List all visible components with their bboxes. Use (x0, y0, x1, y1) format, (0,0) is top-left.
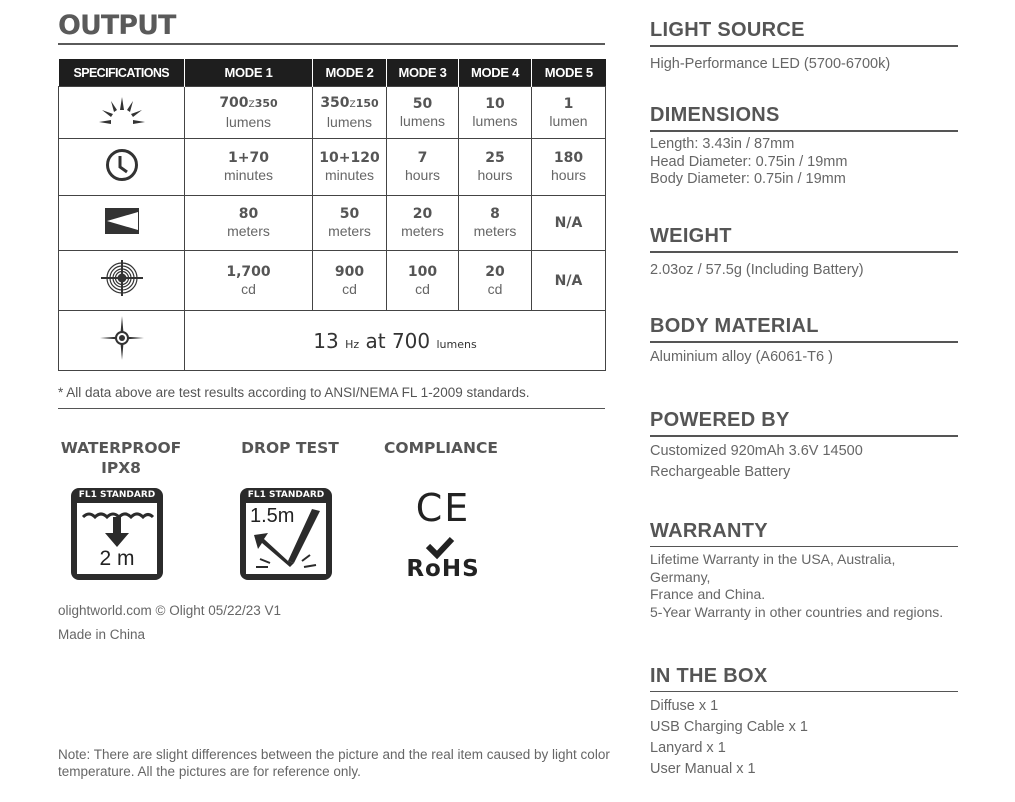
table-row-runtime (59, 139, 606, 196)
unit: meters (473, 223, 517, 239)
value: 900 (334, 263, 365, 280)
in-the-box-section (650, 665, 958, 780)
runtime-mode-4 (459, 139, 532, 196)
unit: lumen (549, 112, 588, 129)
warranty-line: Lifetime Warranty in the USA, Australia, Germany, (650, 551, 896, 585)
unit: hours (404, 167, 441, 183)
unit: lumens (225, 113, 272, 130)
value: 80 (238, 206, 259, 222)
header-mode-4: MODE 4 (459, 59, 532, 87)
sun-brightness-icon (97, 95, 147, 125)
strobe-at-lumens: at 700 (365, 328, 431, 353)
unit: meters (401, 223, 444, 239)
dimensions-section (650, 104, 958, 189)
beam-distance-icon (104, 207, 140, 235)
strobe-frequency: 13 (313, 328, 339, 353)
value: 10+120 (319, 150, 380, 166)
intensity-mode-3 (387, 251, 459, 311)
compliance-title: COMPLIANCE (384, 439, 498, 457)
target-intensity-icon (100, 259, 144, 297)
copyright: olightworld.com © Olight 05/22/23 V1 (58, 603, 282, 618)
output-title: OUTPUT (58, 10, 176, 41)
header-mode-5: MODE 5 (532, 59, 606, 87)
runtime-mode-1 (185, 139, 313, 196)
section-title: DIMENSIONS (650, 104, 780, 126)
section-title: WARRANTY (650, 520, 768, 542)
step-down-value: 150 (355, 96, 379, 110)
unit: minutes (223, 167, 274, 183)
value: 350 (320, 94, 350, 111)
value: 100 (407, 263, 438, 280)
table-row-strobe (59, 311, 606, 371)
brightness-mode-3 (387, 87, 459, 139)
unit: lumens (472, 112, 518, 129)
waterproof-label: WATERPROOF (60, 439, 182, 457)
unit: cd (487, 280, 503, 297)
runtime-mode-5 (532, 139, 606, 196)
unit: hours (550, 167, 587, 183)
fl1-standard-label: FL1 STANDARD (247, 490, 325, 500)
warranty-section (650, 520, 958, 621)
weight-text: 2.03oz / 57.5g (Including Battery) (650, 262, 864, 278)
section-title: WEIGHT (650, 225, 732, 247)
distance-mode-4 (459, 196, 532, 251)
value: 7 (417, 150, 428, 166)
battery-type-line: Rechargeable Battery (650, 464, 791, 480)
distance-mode-5 (532, 196, 606, 251)
header-specifications: SPECIFICATIONS (59, 59, 185, 87)
waterproof-rating: IPX8 (101, 459, 141, 477)
unit: cd (415, 280, 430, 297)
drop-height-label: 1.5m (250, 505, 295, 527)
distance-mode-1 (185, 196, 313, 251)
value: 20 (412, 206, 433, 222)
light-source-text: High-Performance LED (5700-6700k) (650, 56, 891, 72)
unit: cd (342, 280, 357, 297)
length-line: Length: 3.43in / 87mm (650, 136, 795, 152)
section-title: IN THE BOX (650, 665, 768, 687)
waterproof-badge (71, 488, 163, 580)
strobe-frequency-unit: Hz (345, 337, 360, 351)
beam-distance-icon-cell (59, 196, 185, 251)
intensity-mode-4 (459, 251, 532, 311)
value: 1,700 (226, 263, 271, 280)
brightness-mode-5 (532, 87, 606, 139)
color-note: Note: There are slight differences between the picture and the real item caused by light color temperature. All the pictures are for reference only. (58, 747, 610, 779)
value: 700 (219, 94, 249, 111)
brightness-mode-4 (459, 87, 532, 139)
made-in: Made in China (58, 627, 146, 642)
water-depth-icon (77, 503, 157, 551)
intensity-icon-cell (59, 251, 185, 311)
brightness-mode-2 (313, 87, 387, 139)
section-title: LIGHT SOURCE (650, 19, 805, 41)
clock-runtime-icon (104, 147, 140, 183)
drop-test-title: DROP TEST (241, 439, 339, 457)
powered-by-section (650, 409, 958, 483)
warranty-line: France and China. (650, 586, 766, 602)
table-row-beam-distance (59, 196, 606, 251)
table-row-intensity (59, 251, 606, 311)
unit: meters (328, 223, 371, 239)
value: 8 (490, 206, 500, 222)
step-down-mark: Z (248, 99, 255, 110)
ce-mark: CE (415, 486, 471, 530)
box-item: Lanyard x 1 (650, 740, 726, 756)
step-down-mark: Z (349, 99, 356, 110)
box-item: User Manual x 1 (650, 761, 756, 777)
body-material-section (650, 315, 958, 368)
weight-section (650, 225, 958, 281)
drop-test-badge (240, 488, 332, 580)
value: 1+70 (228, 150, 269, 166)
unit: lumens (326, 113, 373, 130)
value: 180 (553, 150, 584, 166)
runtime-icon-cell (59, 139, 185, 196)
brightness-mode-1 (185, 87, 313, 139)
drop-impact-icon (246, 503, 326, 574)
distance-mode-2 (313, 196, 387, 251)
section-title: BODY MATERIAL (650, 315, 819, 337)
value: N/A (554, 272, 583, 289)
box-item: Diffuse x 1 (650, 698, 719, 714)
value: N/A (554, 215, 583, 231)
value: 10 (485, 95, 505, 112)
ansi-footnote: * All data above are test results according to ANSI/NEMA FL 1-2009 standards. (58, 385, 530, 400)
box-item: USB Charging Cable x 1 (650, 719, 808, 735)
unit: meters (227, 223, 270, 239)
fl1-standard-label: FL1 STANDARD (78, 490, 156, 500)
brightness-icon-cell (59, 87, 185, 139)
unit: minutes (324, 167, 375, 183)
table-header-row (59, 59, 606, 87)
output-spec-table (58, 59, 606, 371)
depth-label: 2 m (99, 547, 135, 570)
body-material-text: Aluminium alloy (A6061-T6 ) (650, 349, 833, 365)
unit: lumens (399, 112, 446, 129)
intensity-mode-5 (532, 251, 606, 311)
unit: cd (241, 280, 256, 297)
step-down-value: 350 (254, 96, 278, 110)
intensity-mode-2 (313, 251, 387, 311)
compliance-marks (397, 486, 489, 586)
warranty-line: 5-Year Warranty in other countries and regions. (650, 603, 944, 620)
intensity-mode-1 (185, 251, 313, 311)
light-source-section (650, 19, 958, 75)
output-divider (58, 43, 605, 45)
value: 50 (339, 206, 360, 222)
distance-mode-3 (387, 196, 459, 251)
head-diameter-line: Head Diameter: 0.75in / 19mm (650, 153, 848, 170)
value: 20 (485, 263, 505, 280)
value: 1 (563, 95, 574, 112)
header-mode-2: MODE 2 (313, 59, 387, 87)
rohs-mark: RoHS (406, 556, 480, 582)
value: 50 (412, 95, 433, 112)
battery-line: Customized 920mAh 3.6V 14500 (650, 443, 863, 459)
waterproof-title (58, 438, 184, 478)
unit: hours (477, 167, 513, 183)
section-title: POWERED BY (650, 409, 790, 431)
runtime-mode-3 (387, 139, 459, 196)
header-mode-1: MODE 1 (185, 59, 313, 87)
body-diameter-line: Body Diameter: 0.75in / 19mm (650, 171, 846, 187)
value: 25 (485, 150, 505, 166)
footnote-divider (58, 408, 605, 409)
runtime-mode-2 (313, 139, 387, 196)
strobe-value-cell (185, 311, 606, 371)
strobe-unit: lumens (436, 337, 477, 351)
table-row-brightness (59, 87, 606, 139)
strobe-star-icon (99, 315, 145, 361)
header-mode-3: MODE 3 (387, 59, 459, 87)
strobe-icon-cell (59, 311, 185, 371)
